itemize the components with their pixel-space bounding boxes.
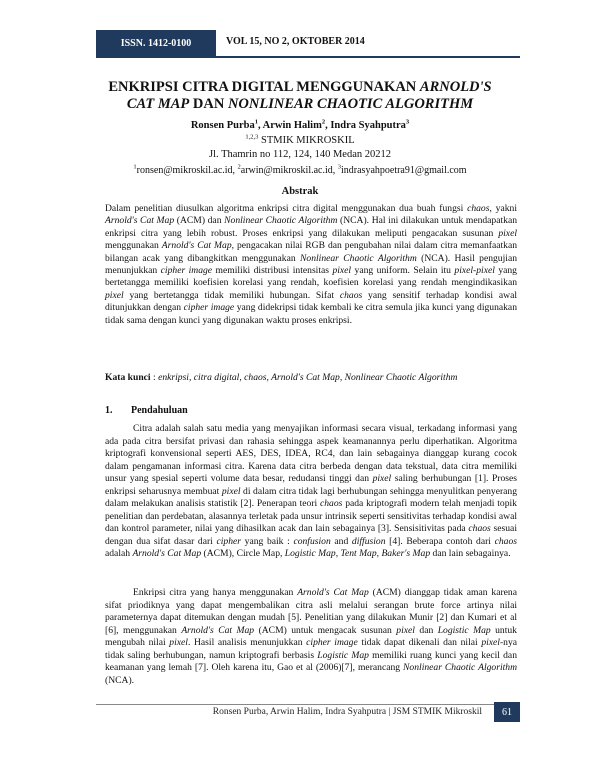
abstract-text: Dalam penelitian diusulkan algoritma enkripsi citra digital menggunakan dua buah fungsi chaos, yakni Arnold's Cat Map (ACM) dan Nonlinear Chaotic Algorithm (NCA). Hal ini dilakukan untuk mendapatkan enkripsi citra yang lebih robust. Proses enkripsi yang dilakukan meliputi pengacakan susunan pixel menggunakan Arnold's Cat Map, pengacakan nilai RGB dan pengubahan nilai dalam citra memanfaatkan bilangan acak yang dibangkitkan menggunakan Nonlinear Chaotic Algorithm (NCA). Hasil pengujian menunjukkan cipher image memiliki distribusi intensitas pixel yang uniform. Selain itu pixel-pixel yang bertetangga memiliki koefisien korelasi yang rendah, koefisien korelasi yang rendah mengindikasikan pixel yang bertetangga tidak memiliki hubungan. Sifat chaos yang sensitif terhadap kondisi awal ditunjukkan dengan cipher image yang didekripsi tidak kembali ke citra semula jika kunci yang digunakan tidak sama dengan kunci yang digunakan waktu proses enkripsi. [105,203,518,326]
keywords: Kata kunci : enkripsi, citra digital, chaos, Arnold's Cat Map, Nonlinear Chaotic Algorithm [105,372,458,383]
volume-info: VOL 15, NO 2, OKTOBER 2014 [226,36,365,47]
author-emails: $^1$ronsen@mikroskil.ac.id, $^2$arwin@mikroskil.ac.id, $^3$indrasyahpoetra91@gmail.com [133,163,467,176]
keywords-label: Kata kunci [105,372,151,383]
section-heading-introduction: 1. Pendahuluan [105,405,188,416]
author-list: Ronsen Purba$^1$, Arwin Halim$^2$, Indra Syahputra$^3$ [190,118,410,131]
header-divider [96,56,520,58]
institution: $^{1,2,3}$ STMIK MIKROSKIL [245,133,355,146]
footer-credits: Ronsen Purba, Arwin Halim, Indra Syahputra | JSM STMIK Mikroskil [212,707,482,717]
intro-paragraph-1: Citra adalah salah satu media yang menyajikan informasi secara visual, terkadang informasi yang ada pada citra bersifat privasi dan rahasia sehingga aspek keamanannya perlu diperhatikan. Algoritma kriptografi konvensional seperti AES, DES, IDEA, RC4, dan lain sebagainya dianggap kurang cocok dalam pengamanan informasi citra. Karena data citra berbeda dengan data tekstual, data citra memiliki unsur yang spesial seperti volume data besar, redudansi tinggi dan pixel saling berhubungan [1]. Proses enkripsi seharusnya membuat pixel di dalam citra tidak lagi berhubungan sehingga menyulitkan penyerang dalam melakukan analisis statistik [2]. Penerapan teori chaos pada kriptografi modern telah menjadi topik penelitian dan perdebatan, alasannya terletak pada unsur intrinsik seperti sensitivitas terhadap kondisi awal dan kontrol parameter, nilai yang dihasilkan acak dan lain sebagainya [3]. Sensisitivitas pada chaos sesuai dengan dua sifat dasar dari cipher yang baik : confusion and diffusion [4]. Beberapa contoh dari chaos adalah Arnold's Cat Map (ACM), Circle Map, Logistic Map, Tent Map, Baker's Map dan lain sebagainya. [105,423,518,559]
page-number: 61 [494,702,520,722]
footer-divider [96,704,520,705]
issn-badge: ISSN. 1412-0100 [96,30,216,56]
paper-title: ENKRIPSI CITRA DIGITAL MENGGUNAKAN ARNOLD'S CAT MAP DAN NONLINEAR CHAOTIC ALGORITHM [108,79,492,112]
abstract-heading: Abstrak [281,186,319,197]
institution-address: Jl. Thamrin no 112, 124, 140 Medan 20212 [209,149,391,160]
keywords-text: enkripsi, citra digital, chaos, Arnold's Cat Map, Nonlinear Chaotic Algorithm [158,372,458,383]
journal-header [0,30,600,56]
intro-paragraph-2: Enkripsi citra yang hanya menggunakan Arnold's Cat Map (ACM) dianggap tidak aman karena sifat priodiknya yang dapat mengembalikan citra asli melalui serangan brute force artinya nilai parameternya dapat ditemukan dengan mudah [5]. Penelitian yang dilakukan Munir [2] dan Kumari et al [6], menggunakan Arnold's Cat Map (ACM) untuk mengacak susunan pixel dan Logistic Map untuk mengubah nilai pixel. Hasil analisis menunjukkan cipher image tidak dapat dikenali dan nilai pixel-nya tidak saling berhubungan, namun kriptografi berbasis Logistic Map memiliki ruang kunci yang kecil dan keamanan yang lemah [7]. Oleh karena itu, Gao et al (2006)[7], merancang Nonlinear Chaotic Algorithm (NCA). [105,587,518,686]
